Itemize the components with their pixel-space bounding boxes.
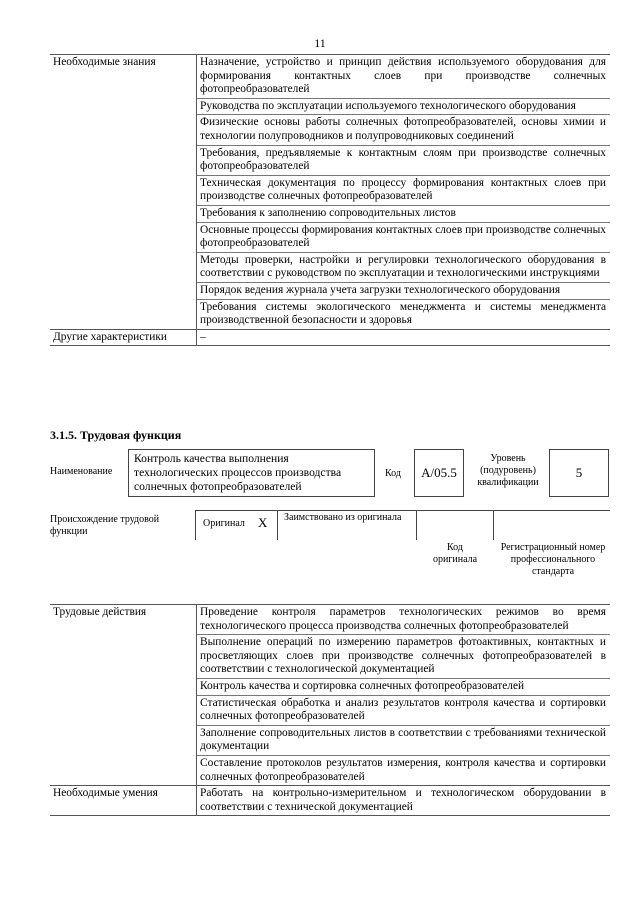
other-characteristics-label: Другие характеристики (53, 330, 168, 343)
skills-row (50, 786, 610, 816)
origin-label: Происхождение трудовой функции (50, 514, 160, 537)
reg-number-label: Регистрационный номер профессионального стандарта (500, 542, 606, 577)
knowledge-item: Физические основы работы солнечных фотопреобразователей, основы химии и технологии полупроводников и полупроводниковых соединений (197, 114, 610, 144)
knowledge-item: Требования системы экологического менеджмента и системы менеджмента производственной безопасности и здоровья (197, 299, 610, 329)
code-value-box (414, 449, 464, 497)
level-label: Уровень (подуровень) квалификации (477, 453, 539, 488)
code-label: Код (385, 468, 401, 479)
knowledge-item: Требования, предъявляемые к контактным слоям при производстве солнечных фотопреобразователей (197, 145, 610, 175)
skills-items (196, 786, 610, 815)
actions-row (50, 604, 610, 786)
section-heading: 3.1.5. Трудовая функция (50, 428, 182, 442)
level-value-box (549, 449, 609, 497)
name-value-box (128, 449, 375, 497)
original-label: Оригинал (203, 518, 245, 529)
knowledge-item: Требования к заполнению сопроводительных листов (197, 205, 610, 222)
actions-table (50, 604, 610, 816)
action-item: Составление протоколов результатов измерения, контроля качества и сортировки солнечных фотопреобразователей (197, 755, 610, 785)
knowledge-label: Необходимые знания (53, 56, 156, 68)
knowledge-item: Основные процессы формирования контактных слоев при производстве солнечных фотопреобразователей (197, 222, 610, 252)
name-value: Контроль качества выполнения технологических процессов производства солнечных фотопреобразователей (134, 452, 342, 494)
origin-divider-2 (416, 510, 417, 540)
origin-divider-1 (277, 510, 278, 540)
actions-label: Трудовые действия (53, 606, 147, 618)
original-mark: X (258, 515, 268, 530)
knowledge-item: Руководства по эксплуатации используемого технологического оборудования (197, 98, 610, 115)
knowledge-row (50, 54, 610, 330)
knowledge-item: Методы проверки, настройки и регулировки технологического оборудования в соответствии с руководством по эксплуатации и технологическими инструкциями (197, 252, 610, 282)
action-item: Проведение контроля параметров технологических режимов во время технологического процесса производства солнечных фотопреобразователей (200, 606, 606, 632)
level-value: 5 (575, 465, 583, 480)
knowledge-item: Назначение, устройство и принцип действия используемого оборудования для формирования контактных слоев при производстве солнечных фотопреобразователей (200, 56, 606, 96)
skills-label: Необходимые умения (53, 787, 158, 800)
knowledge-table (50, 54, 610, 346)
origin-divider-3 (493, 510, 494, 540)
action-item: Выполнение операций по измерению параметров фотоактивных, контактных и просветляющих слоев при производстве солнечных фотопреобразователей в соответствии с технологической документацией (197, 634, 610, 678)
name-label: Наименование (50, 466, 113, 477)
other-characteristics-row (50, 330, 610, 347)
knowledge-items (196, 55, 610, 329)
action-item: Статистическая обработка и анализ результатов контроля качества и сортировки солнечных фотопреобразователей (197, 695, 610, 725)
code-value: A/05.5 (421, 465, 457, 480)
page-number: 11 (314, 36, 326, 50)
skill-item: Работать на контрольно-измерительном и технологическом оборудовании в соответствии с технической документацией (200, 787, 606, 813)
action-item: Заполнение сопроводительных листов в соответствии с требованиями технической документации (197, 725, 610, 755)
actions-items (196, 605, 610, 785)
knowledge-item: Порядок ведения журнала учета загрузки технологического оборудования (197, 282, 610, 299)
other-characteristics-value: – (200, 330, 206, 343)
borrowed-label: Заимствовано из оригинала (284, 512, 402, 523)
action-item: Контроль качества и сортировка солнечных фотопреобразователей (197, 678, 610, 695)
code-original-label: Код оригинала (432, 542, 478, 565)
knowledge-item: Техническая документация по процессу формирования контактных слоев при производстве солнечных фотопреобразователей (197, 175, 610, 205)
